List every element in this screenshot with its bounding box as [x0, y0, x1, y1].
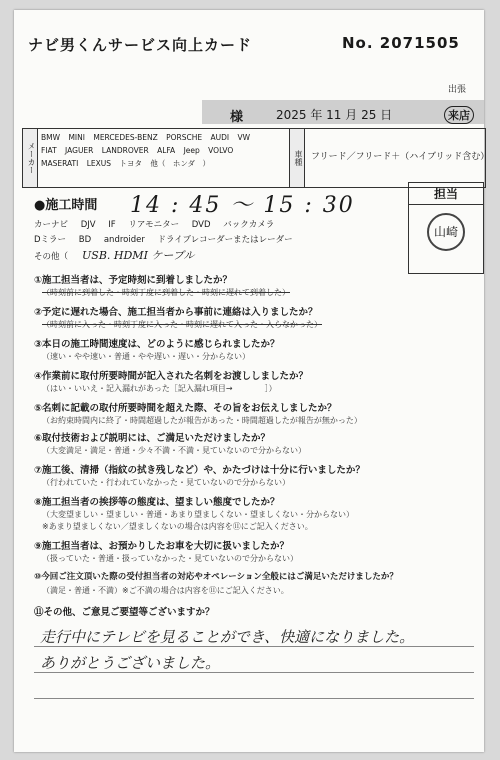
maker-option: JAGUER	[65, 146, 94, 155]
other-value: USB. HDMI ケーブル	[82, 249, 195, 262]
maker-option: LANDROVER	[101, 146, 149, 155]
answer-10: （満足・普通・不満）※ご不満の場合は内容を⑪にご記入ください。	[42, 586, 289, 595]
question-2: ②予定に遅れた場合、施工担当者から事前に連絡は入りましたか？	[34, 307, 318, 318]
work-items	[34, 218, 404, 265]
comment-text-2: ありがとうございました。	[40, 654, 221, 672]
question-6: ⑥取付技術および説明には、ご満足いただけましたか？	[34, 433, 271, 444]
maker-option: AUDI	[210, 133, 230, 142]
maker-option: トヨタ	[119, 159, 142, 168]
maker-option: ALFA	[157, 146, 176, 155]
other-label: その他（	[34, 252, 69, 262]
question-5: ⑤名刺に記載の取付所要時間を超えた際、その旨をお伝えしましたか？	[34, 403, 337, 414]
staff-box	[408, 182, 484, 274]
comment-text-1: 走行中にテレビを見ることができ、快適になりました。	[40, 628, 415, 646]
maker-label: メーカー	[23, 129, 38, 187]
question-1: ①施工担当者は、予定時刻に到着しましたか？	[34, 275, 233, 286]
staff-seal: 山崎	[427, 213, 465, 251]
maker-option: PORSCHE	[166, 133, 203, 142]
maker-option: VOLVO	[208, 146, 234, 155]
work-item: DVD	[191, 220, 211, 230]
work-item: DJV	[80, 220, 96, 230]
question-8: ⑧施工担当者の挨拶等の態度は、望ましい態度でしたか？	[34, 497, 280, 508]
time-value: 14 : 45 〜 15 : 30	[130, 193, 355, 218]
service-date: 2025 年 11 月 25 日	[276, 108, 393, 122]
question-11: ⑪その他、ご意見ご要望等ございますか？	[34, 607, 215, 618]
work-item: ドライブレコーダーまたはレーダー	[157, 235, 293, 245]
maker-option: MERCEDES-BENZ	[93, 133, 158, 142]
attend-label: 出張	[448, 85, 467, 95]
maker-section	[22, 128, 490, 188]
vehicle-value: フリード／フリード＋（ハイブリッド含む）	[311, 152, 490, 162]
attend-mark: 来店	[444, 106, 474, 124]
maker-options	[41, 131, 287, 170]
maker-option: Jeep	[183, 146, 200, 155]
answer-9: （扱っていた・普通・扱っていなかった・見ていないので分からない）	[42, 554, 298, 563]
work-item: androider	[103, 235, 145, 245]
maker-option: MASERATI	[41, 159, 79, 168]
answer-6: （大変満足・満足・普通・少々不満・不満・見ていないので分からない）	[42, 446, 306, 455]
card-title: ナビ男くんサービス向上カード	[28, 36, 253, 54]
customer-suffix: 様	[230, 110, 244, 125]
question-3: ③本日の施工時間速度は、どのように感じられましたか？	[34, 339, 280, 350]
maker-option: BMW	[41, 133, 61, 142]
answer-3: （速い・やや速い・普通・やや遅い・遅い・分からない）	[42, 352, 250, 361]
answer-8: （大変望ましい・望ましい・普通・あまり望ましくない・望ましくない・分からない）	[42, 510, 354, 519]
service-card	[14, 10, 490, 752]
time-label: ●施工時間	[34, 198, 98, 213]
work-item: カーナビ	[34, 220, 69, 230]
maker-option: 他（ ホンダ ）	[150, 159, 211, 168]
comment-line	[34, 698, 474, 699]
work-item: Dミラー	[34, 235, 67, 245]
staff-label: 担当	[409, 183, 483, 205]
maker-option: VW	[237, 133, 251, 142]
question-10: ⑩今回ご注文頂いた際の受付担当者の対応やオペレーション全般にはご満足いただけましたか？	[34, 572, 398, 582]
work-item: バックカメラ	[223, 220, 275, 230]
question-7: ⑦施工後、清掃（指紋の拭き残しなど）や、かたづけは十分に行いましたか？	[34, 465, 365, 476]
answer-4: （はい・いいえ・記入漏れがあった［記入漏れ項目→ ］）	[42, 384, 277, 393]
answer-1: （時刻前に到着した・時刻丁度に到着した・時刻に遅れて到着した）	[42, 288, 290, 297]
vehicle-label: 車種	[289, 129, 305, 187]
work-item: IF	[108, 220, 116, 230]
card-number: No. 2071505	[342, 34, 460, 52]
maker-option: MINI	[68, 133, 85, 142]
question-4: ④作業前に取付所要時間が記入された名刺をお渡ししましたか？	[34, 371, 309, 382]
work-item: BD	[78, 235, 92, 245]
answer-2: （時刻前に入った・時刻丁度に入った・時刻に遅れて入った・入らなかった）	[42, 320, 322, 329]
answer-7: （行われていた・行われていなかった・見ていないので分からない）	[42, 478, 290, 487]
answer-5: （お約束時間内に終了・時間超過したが報告があった・時間超過したが報告が無かった）	[42, 416, 362, 425]
work-item: リアモニター	[128, 220, 180, 230]
maker-option: FIAT	[41, 146, 57, 155]
maker-option: LEXUS	[86, 159, 112, 168]
note-q8: ※あまり望ましくない／望ましくないの場合は内容を⑪にご記入ください。	[42, 522, 313, 531]
question-9: ⑨施工担当者は、お預かりしたお車を大切に扱いましたか？	[34, 541, 290, 552]
